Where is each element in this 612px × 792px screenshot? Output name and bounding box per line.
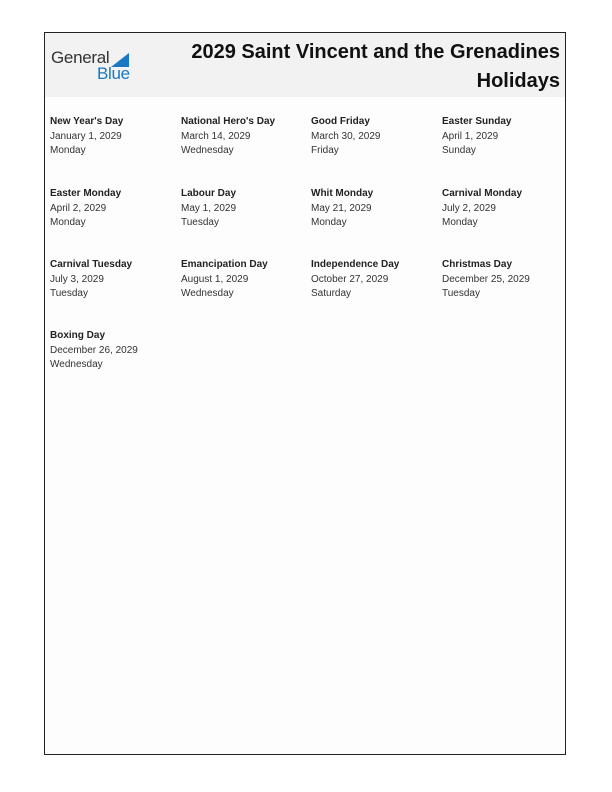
holiday-entry (50, 115, 178, 159)
holiday-date: December 25, 2029 (442, 273, 530, 285)
holiday-entry (311, 258, 439, 302)
holiday-weekday: Wednesday (50, 359, 103, 370)
holiday-weekday: Monday (311, 217, 347, 228)
holiday-date: April 2, 2029 (50, 202, 107, 214)
holiday-weekday: Tuesday (50, 288, 88, 299)
header-band (45, 33, 565, 97)
holiday-entry (50, 329, 178, 373)
holiday-date: January 1, 2029 (50, 130, 122, 142)
holiday-name: Independence Day (311, 259, 400, 270)
holiday-name: Emancipation Day (181, 259, 268, 270)
holiday-name: Easter Monday (50, 188, 122, 199)
holiday-weekday: Saturday (311, 288, 352, 299)
holiday-date: July 3, 2029 (50, 273, 104, 285)
holiday-name: Easter Sunday (442, 116, 512, 127)
holiday-name: Carnival Monday (442, 188, 523, 199)
holiday-date: July 2, 2029 (442, 202, 496, 214)
holiday-entry (442, 258, 570, 302)
page-title: 2029 Saint Vincent and the Grenadines Holidays (191, 41, 560, 92)
holiday-weekday: Wednesday (181, 288, 234, 299)
holiday-date: May 21, 2029 (311, 202, 372, 214)
holiday-date: October 27, 2029 (311, 273, 389, 285)
holiday-entry (311, 187, 439, 231)
holiday-entry (181, 258, 309, 302)
page-frame (44, 32, 566, 755)
holiday-name: Christmas Day (442, 259, 513, 270)
holiday-entry (442, 187, 570, 231)
holiday-entry (311, 115, 439, 159)
holiday-date: April 1, 2029 (442, 130, 499, 142)
holiday-weekday: Friday (311, 145, 339, 156)
holiday-weekday: Tuesday (181, 217, 219, 228)
holiday-entry (181, 187, 309, 231)
holiday-name: National Hero's Day (181, 116, 276, 127)
holiday-date: December 26, 2029 (50, 344, 138, 356)
holiday-date: August 1, 2029 (181, 273, 249, 285)
holiday-entry (181, 115, 309, 159)
holiday-weekday: Wednesday (181, 145, 234, 156)
holiday-entry (50, 258, 178, 302)
holiday-date: May 1, 2029 (181, 202, 237, 214)
holiday-entry (50, 187, 178, 231)
holiday-name: Carnival Tuesday (50, 259, 133, 270)
logo-blue-text: Blue (97, 64, 130, 83)
logo (51, 48, 141, 88)
holiday-weekday: Monday (50, 217, 86, 228)
holiday-name: New Year's Day (50, 116, 124, 127)
holiday-weekday: Tuesday (442, 288, 480, 299)
holiday-name: Labour Day (181, 188, 237, 199)
holiday-weekday: Monday (442, 217, 478, 228)
holiday-entry (442, 115, 570, 159)
holiday-weekday: Sunday (442, 145, 476, 156)
logo-general-text: General (51, 48, 110, 67)
holiday-name: Boxing Day (50, 330, 106, 341)
holiday-name: Good Friday (311, 116, 370, 127)
holiday-name: Whit Monday (311, 188, 374, 199)
holiday-weekday: Monday (50, 145, 86, 156)
holiday-date: March 14, 2029 (181, 130, 251, 142)
holiday-date: March 30, 2029 (311, 130, 381, 142)
